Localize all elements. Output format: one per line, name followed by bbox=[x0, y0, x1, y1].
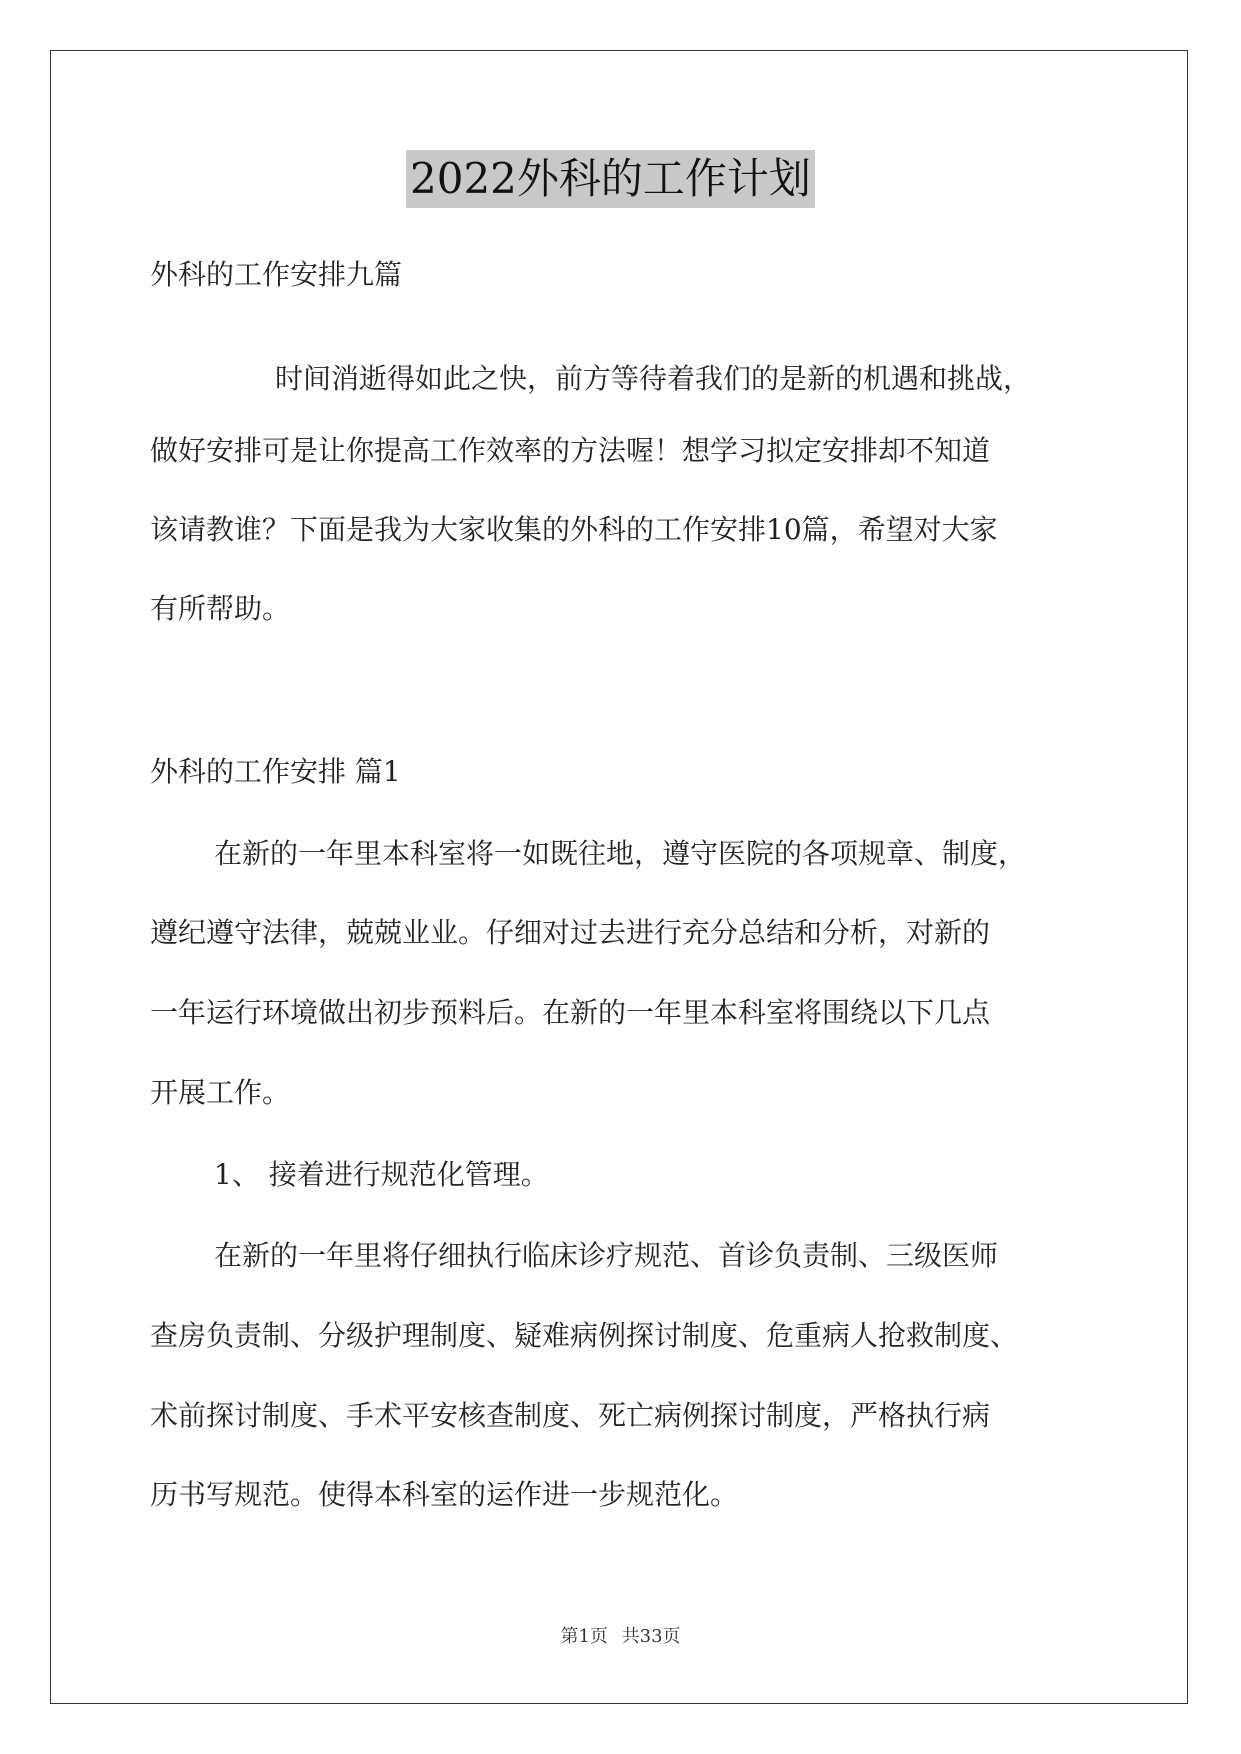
document-subtitle: 外科的工作安排九篇 bbox=[150, 258, 403, 291]
list-item: 1、 接着进行规范化管理。 bbox=[214, 1158, 549, 1191]
paragraph-line: 历书写规范。使得本科室的运作进一步规范化。 bbox=[150, 1478, 739, 1511]
section-heading: 外科的工作安排 篇1 bbox=[150, 755, 401, 788]
intro-line: 做好安排可是让你提高工作效率的方法喔！想学习拟定安排却不知道 bbox=[150, 434, 991, 467]
intro-line: 时间消逝得如此之快，前方等待着我们的是新的机遇和挑战， bbox=[275, 362, 1032, 395]
paragraph-line: 开展工作。 bbox=[150, 1076, 291, 1109]
document-title: 2022外科的工作计划 bbox=[406, 150, 815, 208]
paragraph-line: 术前探讨制度、手术平安核查制度、死亡病例探讨制度，严格执行病 bbox=[150, 1399, 991, 1432]
page-total: 共33页 bbox=[621, 1626, 681, 1647]
paragraph-line: 在新的一年里本科室将一如既往地，遵守医院的各项规章、制度， bbox=[214, 837, 1027, 870]
intro-line: 该请教谁？下面是我为大家收集的外科的工作安排10篇，希望对大家 bbox=[150, 513, 998, 546]
paragraph-line: 在新的一年里将仔细执行临床诊疗规范、首诊负责制、三级医师 bbox=[214, 1239, 999, 1272]
page-number: 第1页 bbox=[560, 1626, 608, 1647]
paragraph-line: 一年运行环境做出初步预料后。在新的一年里本科室将围绕以下几点 bbox=[150, 996, 991, 1029]
page-footer bbox=[0, 1626, 1241, 1648]
intro-line: 有所帮助。 bbox=[150, 592, 291, 625]
paragraph-line: 遵纪遵守法律，兢兢业业。仔细对过去进行充分总结和分析，对新的 bbox=[150, 916, 991, 949]
page-border bbox=[50, 50, 1188, 1704]
paragraph-line: 查房负责制、分级护理制度、疑难病例探讨制度、危重病人抢救制度、 bbox=[150, 1319, 1019, 1352]
